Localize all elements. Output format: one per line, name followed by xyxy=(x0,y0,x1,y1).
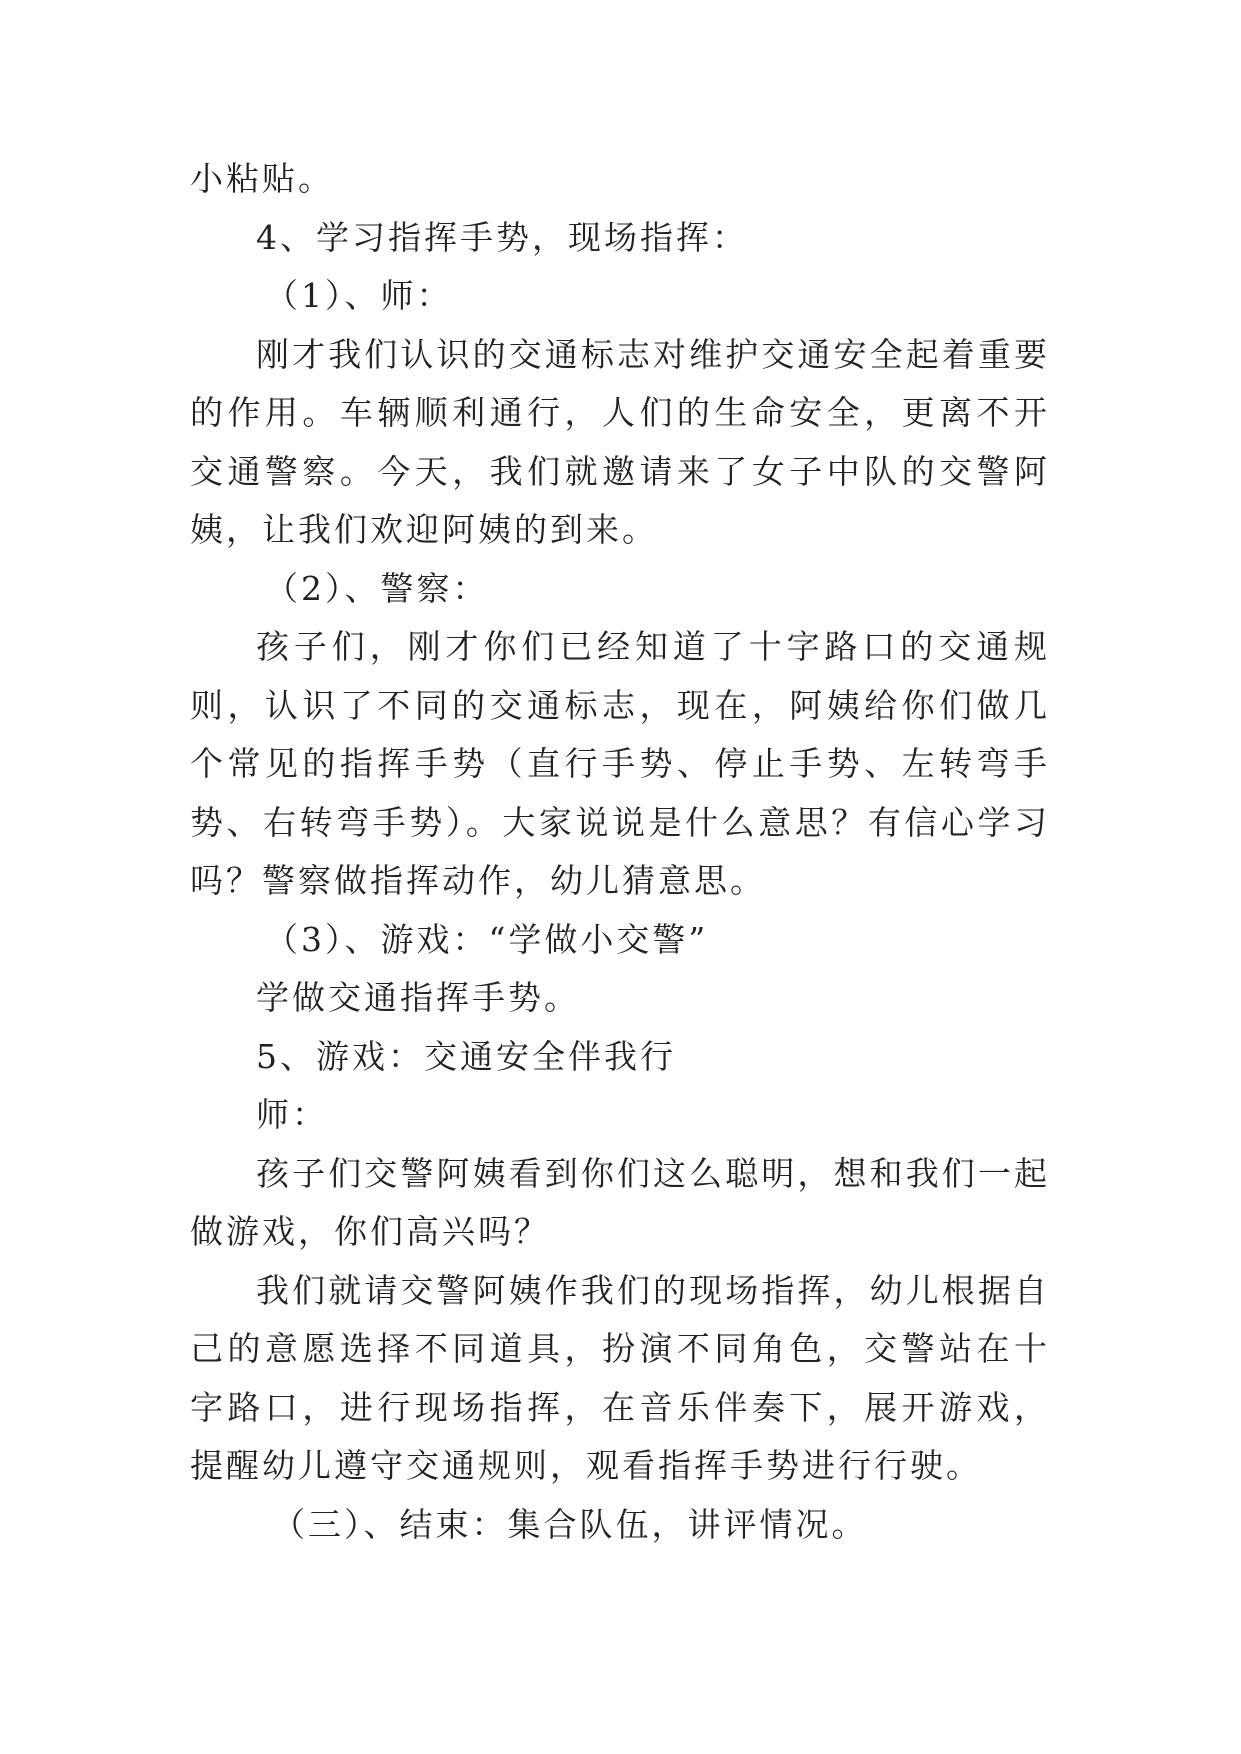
step-heading-5: 5、游戏：交通安全伴我行 xyxy=(256,1036,676,1076)
sub-heading-1: （1）、师： xyxy=(265,276,453,315)
document-body xyxy=(190,150,1050,1554)
paragraph-teacher-speech: 刚才我们认识的交通标志对维护交通安全起着重要的作用。车辆顺利通行，人们的生命安全，更离不开交通警察。今天，我们就邀请来了女子中队的交警阿姨，让我们欢迎阿姨的到来。 xyxy=(190,334,1050,549)
paragraph-police-speech: 孩子们，刚才你们已经知道了十字路口的交通规则，认识了不同的交通标志，现在，阿姨给你们做几个常见的指挥手势（直行手势、停止手势、左转弯手势、右转弯手势）。大家说说是什么意思？有信心学习吗？警察做指挥动作，幼儿猜意思。 xyxy=(190,627,1050,900)
step-heading-4: 4、学习指挥手势，现场指挥： xyxy=(256,217,748,257)
speaker-label-teacher: 师： xyxy=(256,1095,328,1134)
paragraph-gesture-practice: 学做交通指挥手势。 xyxy=(256,978,580,1017)
paragraph-continuation: 小粘贴。 xyxy=(190,159,334,198)
paragraph-game-description: 我们就请交警阿姨作我们的现场指挥，幼儿根据自己的意愿选择不同道具，扮演不同角色，交警站在十字路口，进行现场指挥，在音乐伴奏下，展开游戏，提醒幼儿遵守交通规则，观看指挥手势进行行驶。 xyxy=(190,1270,1050,1485)
sub-heading-2: （2）、警察： xyxy=(265,568,489,608)
section-heading-ending: （三）、结束：集合队伍，讲评情况。 xyxy=(272,1504,868,1544)
paragraph-game-invite: 孩子们交警阿姨看到你们这么聪明，想和我们一起做游戏，你们高兴吗？ xyxy=(190,1153,1050,1251)
sub-heading-3: （3）、游戏：“学做小交警” xyxy=(265,919,709,959)
